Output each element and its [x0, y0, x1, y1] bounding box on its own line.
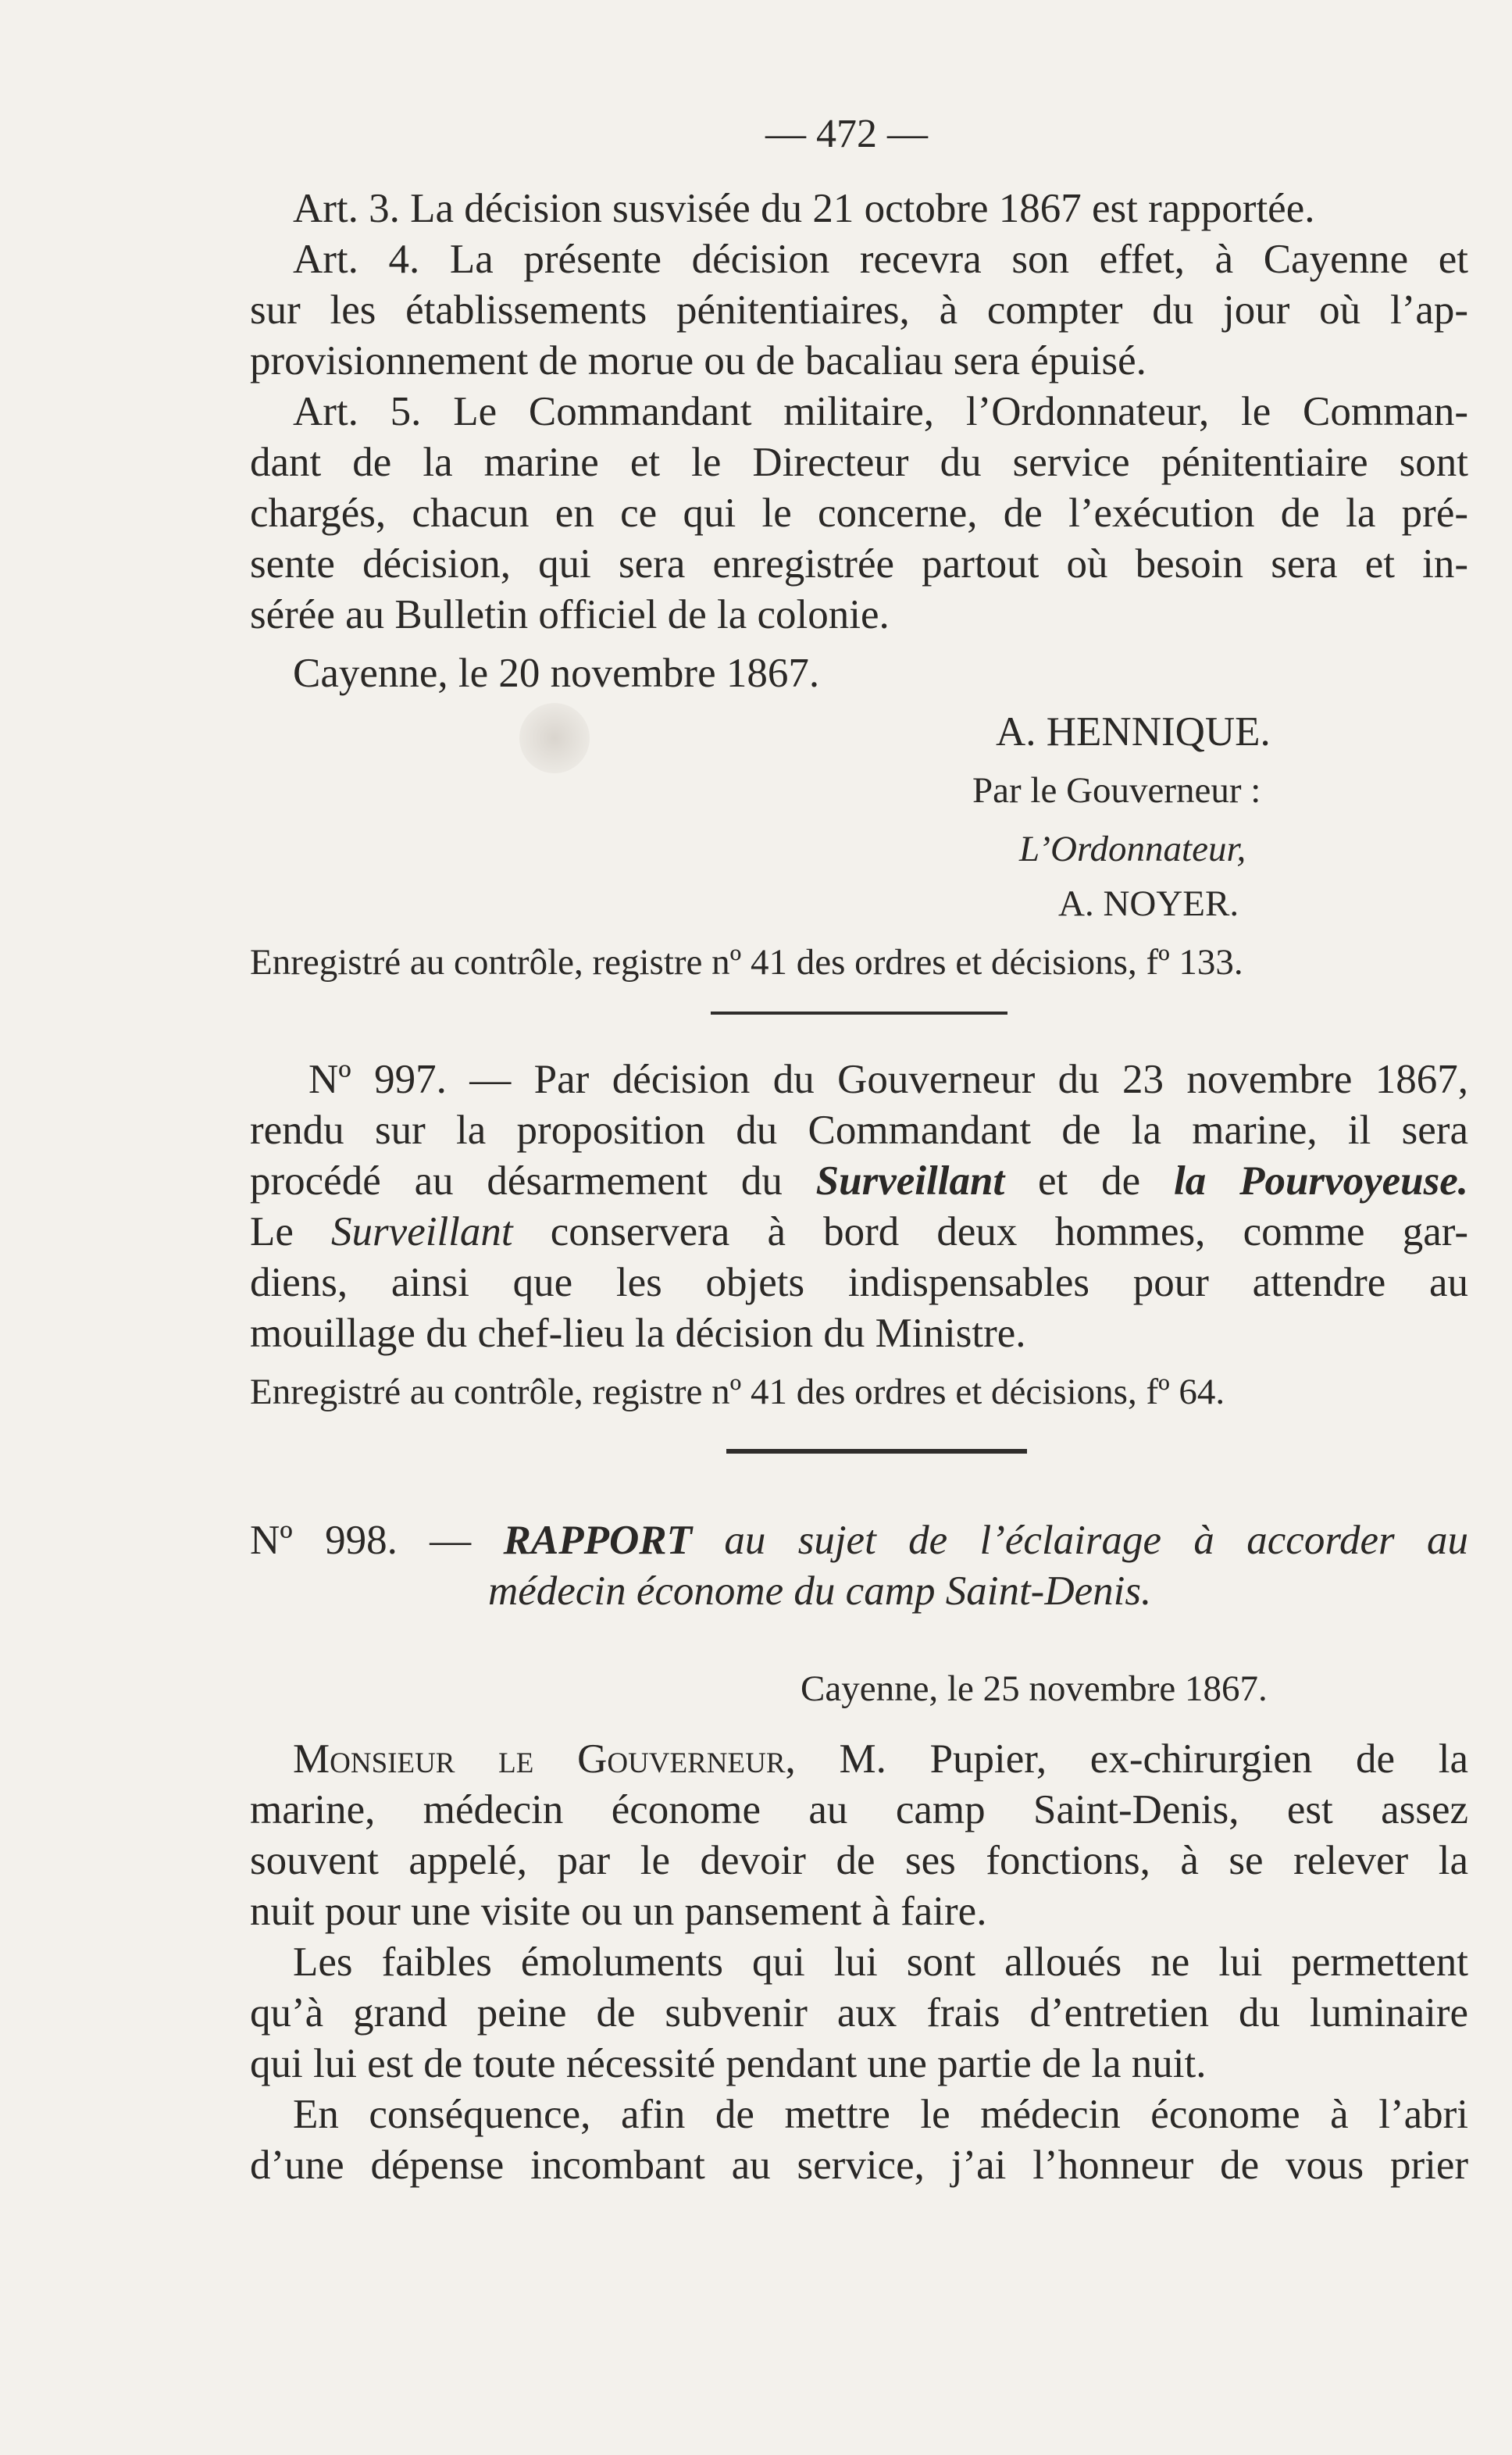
report-subject: au sujet de l’éclairage à accorder au: [691, 1518, 1468, 1563]
text-segment: Le: [250, 1209, 332, 1254]
article-5-line-1: Art. 5. Le Commandant militaire, l’Ordonnateur, le Comman-: [293, 389, 1468, 434]
article-5-line-3: chargés, chacun en ce qui le concerne, de l’exécution de la pré-: [250, 491, 1468, 536]
decision-997-line-4: [250, 1207, 1468, 1257]
ordonnateur-title: [1019, 824, 1246, 874]
rapport-label: RAPPORT: [503, 1518, 692, 1563]
paper-stain: [519, 703, 590, 773]
report-body-line-4: nuit pour une visite ou un pansement à faire.: [250, 1889, 987, 1934]
ship-name-surveillant: Surveillant: [815, 1158, 1005, 1204]
signature-noyer: A. NOYER.: [1058, 883, 1239, 924]
separator-rule-1: [711, 1012, 1007, 1015]
registration-note-1: Enregistré au contrôle, registre nº 41 des ordres et décisions, fº 133.: [250, 942, 1243, 983]
par-le-gouverneur: Par le Gouverneur :: [972, 770, 1261, 811]
article-5-line-2: dant de la marine et le Directeur du service pénitentiaire sont: [250, 440, 1468, 485]
report-body-line-2: marine, médecin économe au camp Saint-Denis, est assez: [250, 1787, 1468, 1832]
decision-997-line-3: [250, 1156, 1468, 1206]
report-subject-cont: médecin économe du camp Saint-Denis.: [488, 1568, 1152, 1614]
text-segment: et de: [1004, 1158, 1174, 1204]
report-body-line-8: En conséquence, afin de mettre le médecin économe à l’abri: [293, 2092, 1468, 2137]
report-998-heading-line-2: [488, 1566, 1151, 1616]
article-4-line-3: provisionnement de morue ou de bacaliau sera épuisé.: [250, 338, 1146, 384]
text-segment: conservera à bord deux hommes, comme gar-: [512, 1209, 1468, 1254]
page-number: — 472 —: [765, 112, 928, 156]
report-body-line-1: [293, 1734, 1468, 1784]
report-date: Cayenne, le 25 novembre 1867.: [801, 1668, 1268, 1709]
report-998-heading-line-1: [250, 1515, 1468, 1565]
article-3: Art. 3. La décision susvisée du 21 octobre 1867 est rapportée.: [293, 186, 1315, 231]
text-segment: procédé au désarmement du: [250, 1158, 816, 1204]
report-body-line-3: souvent appelé, par le devoir de ses fonctions, à se relever la: [250, 1838, 1468, 1883]
article-5-line-5: sérée au Bulletin officiel de la colonie.: [250, 592, 890, 637]
report-body-line-6: qu’à grand peine de subvenir aux frais d’entretien du luminaire: [250, 1990, 1468, 2036]
date-line: Cayenne, le 20 novembre 1867.: [293, 651, 820, 696]
report-body-line-9: d’une dépense incombant au service, j’ai l’honneur de vous prier: [250, 2143, 1468, 2188]
decision-997-line-5: diens, ainsi que les objets indispensables pour attendre au: [250, 1260, 1468, 1305]
separator-rule-2: [726, 1449, 1027, 1454]
signature-hennique: A. HENNIQUE.: [996, 709, 1271, 755]
text-segment: Nº 998. —: [250, 1518, 504, 1563]
registration-note-2: Enregistré au contrôle, registre nº 41 des ordres et décisions, fº 64.: [250, 1372, 1225, 1412]
article-4-line-1: Art. 4. La présente décision recevra son effet, à Cayenne et: [293, 237, 1468, 282]
report-body-line-7: qui lui est de toute nécessité pendant une partie de la nuit.: [250, 2041, 1207, 2086]
ship-name-pourvoyeuse: la Pourvoyeuse.: [1174, 1158, 1468, 1204]
ordonnateur-italic: L’Ordonnateur,: [1019, 829, 1246, 869]
decision-997-line-2: rendu sur la proposition du Commandant de la marine, il sera: [250, 1108, 1468, 1153]
decision-997-line-1: Nº 997. — Par décision du Gouverneur du 23 novembre 1867,: [308, 1057, 1468, 1102]
article-5-line-4: sente décision, qui sera enregistrée partout où besoin sera et in-: [250, 541, 1468, 587]
article-4-line-2: sur les établissements pénitentiaires, à compter du jour où l’ap-: [250, 287, 1468, 333]
ship-name-surveillant-2: Surveillant: [331, 1209, 513, 1254]
text-segment: , M. Pupier, ex-chirurgien de la: [785, 1736, 1468, 1782]
report-body-line-5: Les faibles émoluments qui lui sont alloués ne lui permettent: [293, 1939, 1468, 1985]
salutation: Monsieur le Gouverneur: [293, 1736, 786, 1782]
decision-997-line-6: mouillage du chef-lieu la décision du Ministre.: [250, 1311, 1026, 1356]
